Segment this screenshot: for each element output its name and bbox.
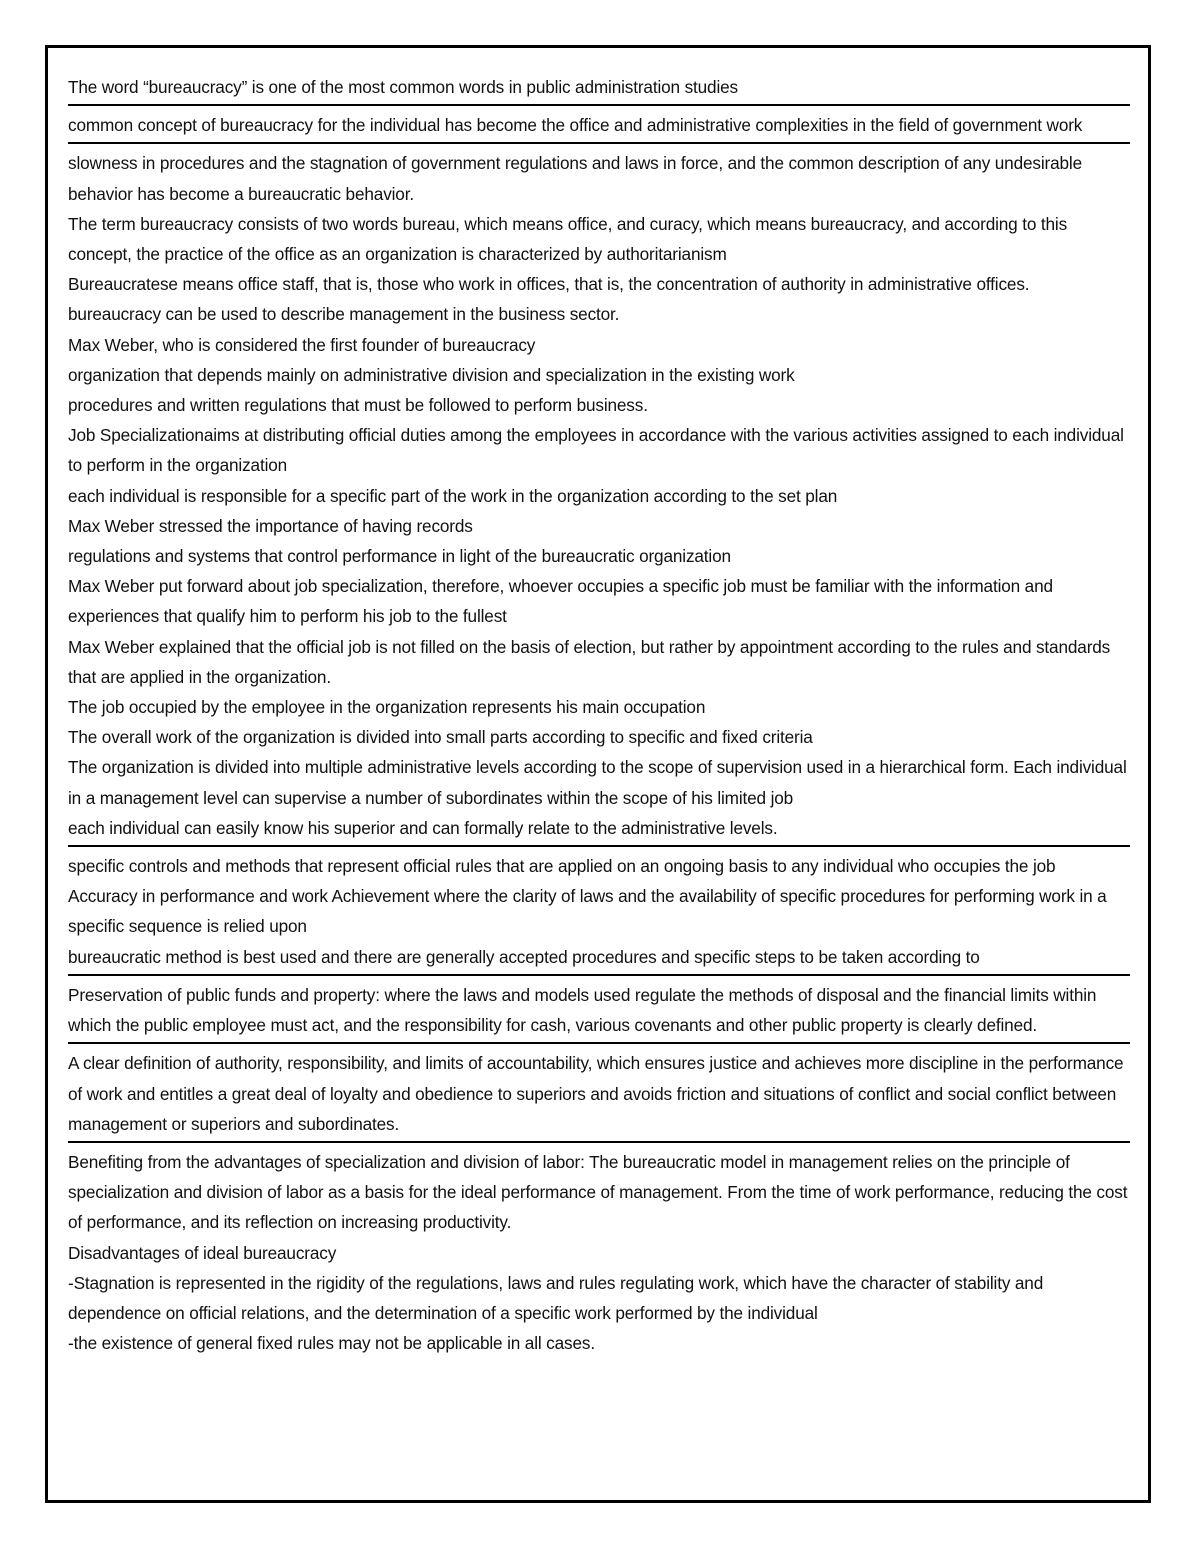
text-line: The organization is divided into multiple administrative levels according to the scope of supervision used in a hierarchical form. Each individual in a management level can supervise a number of subordinates within the scope of his limited job — [68, 757, 1127, 808]
text-line: The job occupied by the employee in the organization represents his main occupation — [68, 697, 706, 718]
text-line: each individual can easily know his superior and can formally relate to the administrative levels. — [68, 817, 778, 838]
text-line: Job Specializationaims at distributing official duties among the employees in accordance with the various activities assigned to each individual to perform in the organization — [68, 425, 1124, 476]
text-line: Max Weber put forward about job specialization, therefore, whoever occupies a specific job must be familiar with the information and experiences that qualify him to perform his job to the fullest — [68, 576, 1053, 627]
text-line: The term bureaucracy consists of two words bureau, which means office, and curacy, which means bureaucracy, and according to this concept, the practice of the office as an organization is characterized by authoritarianism — [68, 213, 1068, 265]
section-common-concept — [68, 110, 1130, 144]
section-intro — [68, 72, 1130, 106]
text-line: Accuracy in performance and work Achievement where the clarity of laws and the availability of specific procedures for performing work in a specific sequence is relied upon — [68, 886, 1107, 937]
document-body — [68, 72, 1130, 1364]
text-line: common concept of bureaucracy for the individual has become the office and administrative complexities in the field of government work — [68, 115, 1083, 136]
text-line: Benefiting from the advantages of specialization and division of labor: The bureaucratic model in management relies on the principle of specialization and division of labor as a basis for the ideal performance of management. From the time of work performance, reducing the cost of performance, and its reflection on increasing productivity. — [68, 1151, 1128, 1233]
text-line: each individual is responsible for a specific part of the work in the organization according to the set plan — [68, 485, 838, 506]
text-line: The word “bureaucracy” is one of the most common words in public administration studies — [68, 77, 738, 97]
section-authority — [68, 1048, 1130, 1143]
text-line: Max Weber explained that the official job is not filled on the basis of election, but rather by appointment according to the rules and standards that are applied in the organization. — [68, 636, 1111, 687]
text-line: A clear definition of authority, responsibility, and limits of accountability, which ensures justice and achieves more discipline in the performance of work and entitles a great deal of loyalty and obedience to superiors and avoids friction and situations of conflict and social conflict between management or superiors and subordinates. — [68, 1053, 1124, 1134]
text-line: Max Weber, who is considered the first founder of bureaucracy — [68, 334, 536, 355]
text-line: regulations and systems that control performance in light of the bureaucratic organization — [68, 546, 731, 567]
text-line: organization that depends mainly on administrative division and specialization in the existing work — [68, 364, 795, 385]
section-public-funds — [68, 980, 1130, 1044]
text-line: Max Weber stressed the importance of having records — [68, 515, 473, 536]
text-line: slowness in procedures and the stagnation of government regulations and laws in force, and the common description of any undesirable behavior has become a bureaucratic behavior. — [68, 153, 1082, 204]
text-line: Preservation of public funds and property: where the laws and models used regulate the methods of disposal and the financial limits within which the public employee must act, and the responsibility for cash, various covenants and other public property is clearly defined. — [68, 984, 1097, 1036]
section-controls — [68, 851, 1130, 976]
text-line: Bureaucratese means office staff, that is, those who work in offices, that is, the concentration of authority in administrative offices. — [68, 274, 1030, 295]
text-line: The overall work of the organization is divided into small parts according to specific and fixed criteria — [68, 727, 813, 748]
section-weber-theory — [68, 148, 1130, 847]
text-line: Disadvantages of ideal bureaucracy — [68, 1242, 337, 1263]
text-line: -Stagnation is represented in the rigidity of the regulations, laws and rules regulating work, which have the character of stability and dependence on official relations, and the determination of a specific work performed by the individual — [68, 1272, 1044, 1323]
text-line: bureaucratic method is best used and there are generally accepted procedures and specific steps to be taken according to — [68, 946, 980, 967]
text-line: bureaucracy can be used to describe management in the business sector. — [68, 304, 620, 325]
text-line: specific controls and methods that represent official rules that are applied on an ongoing basis to any individual who occupies the job — [68, 856, 1056, 877]
section-specialization-disadvantages — [68, 1147, 1130, 1360]
text-line: procedures and written regulations that must be followed to perform business. — [68, 395, 648, 416]
text-line: -the existence of general fixed rules may not be applicable in all cases. — [68, 1333, 595, 1354]
